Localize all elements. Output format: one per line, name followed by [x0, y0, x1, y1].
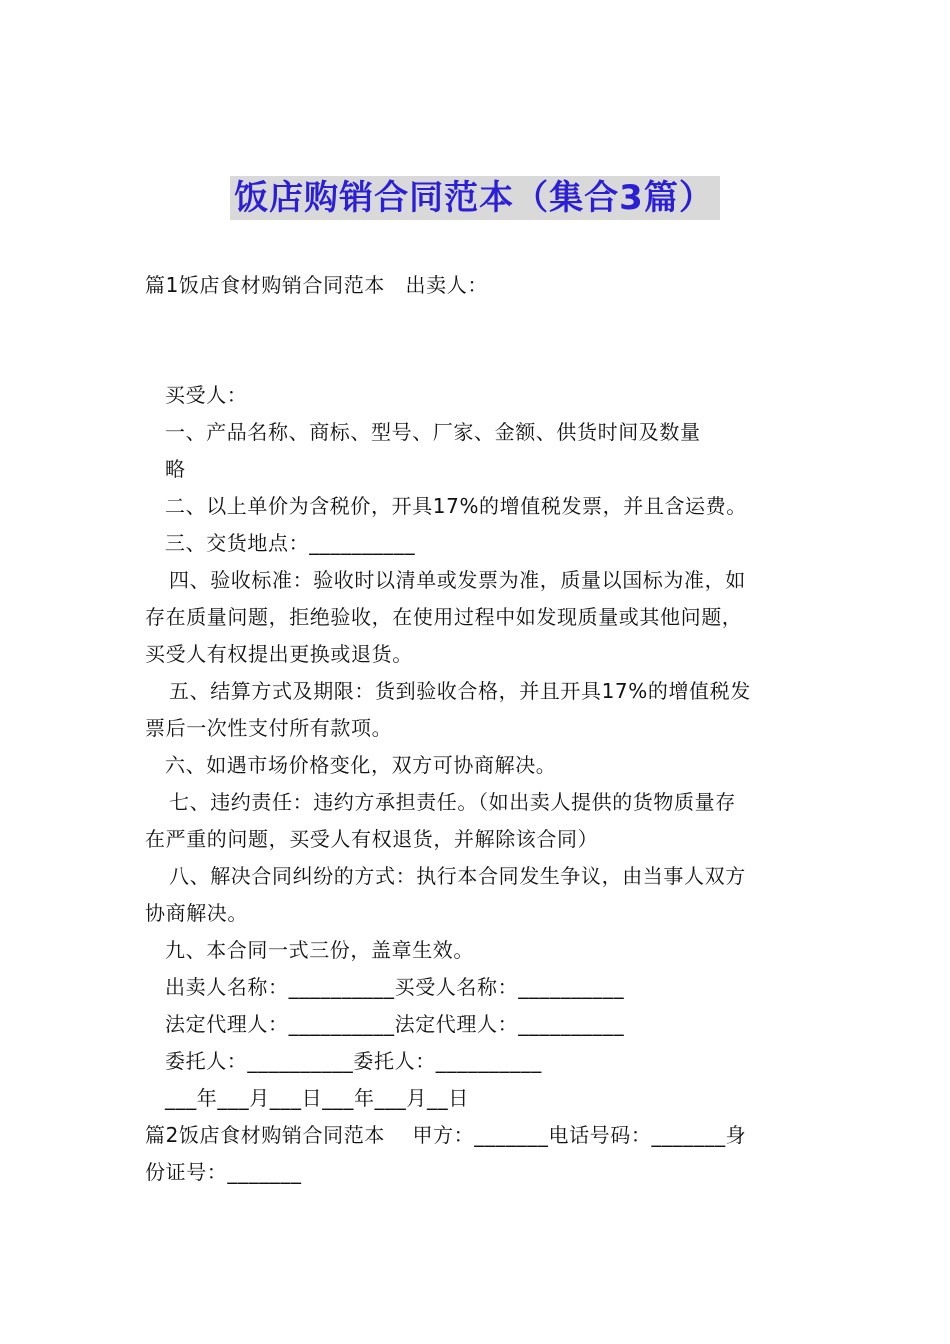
clause-8-line-1: 八、解决合同纠纷的方式：执行本合同发生争议，由当事人双方: [169, 864, 746, 888]
clause-8-line-2: 协商解决。: [145, 901, 248, 925]
signature-date: ___年___月___日___年___月__日: [165, 1086, 469, 1110]
clause-9: 九、本合同一式三份，盖章生效。: [165, 938, 474, 962]
section2-id-number: 份证号：_______: [145, 1160, 302, 1184]
section1-header-block: [145, 267, 810, 304]
clause-4-line-1: 四、验收标准：验收时以清单或发票为准，质量以国标为准，如: [169, 568, 746, 592]
clause-3: 三、交货地点：__________: [165, 531, 416, 555]
signature-names: 出卖人名称：__________买受人名称：__________: [165, 975, 625, 999]
clause-7-line-1: 七、违约责任：违约方承担责任。（如出卖人提供的货物质量存: [169, 790, 736, 814]
clause-4-line-3: 买受人有权提出更换或退货。: [145, 642, 413, 666]
signature-legal-representative: 法定代理人：__________法定代理人：__________: [165, 1012, 625, 1036]
clause-2: 二、以上单价为含税价，开具17%的增值税发票，并且含运费。: [165, 494, 747, 518]
section2-heading: 篇2饭店食材购销合同范本 甲方：_______电话号码：_______身: [145, 1123, 747, 1147]
section1-heading: 篇1饭店食材购销合同范本 出卖人：: [145, 273, 488, 297]
clause-4-line-2: 存在质量问题，拒绝验收，在使用过程中如发现质量或其他问题，: [145, 605, 743, 629]
clause-7-line-2: 在严重的问题，买受人有权退货，并解除该合同）: [145, 827, 599, 851]
clause-5-line-1: 五、结算方式及期限：货到验收合格，并且开具17%的增值税发: [169, 679, 751, 703]
contract-body: [145, 377, 810, 1191]
clause-1: 一、产品名称、商标、型号、厂家、金额、供货时间及数量: [165, 420, 701, 444]
title-container: [0, 176, 950, 220]
clause-1-note: 略: [165, 457, 186, 481]
signature-agent: 委托人：__________委托人：__________: [165, 1049, 542, 1073]
clause-6: 六、如遇市场价格变化，双方可协商解决。: [165, 753, 557, 777]
document-title: 饭店购销合同范本（集合3篇）: [230, 176, 720, 220]
clause-5-line-2: 票后一次性支付所有款项。: [145, 716, 393, 740]
buyer-label: 买受人：: [165, 383, 248, 407]
